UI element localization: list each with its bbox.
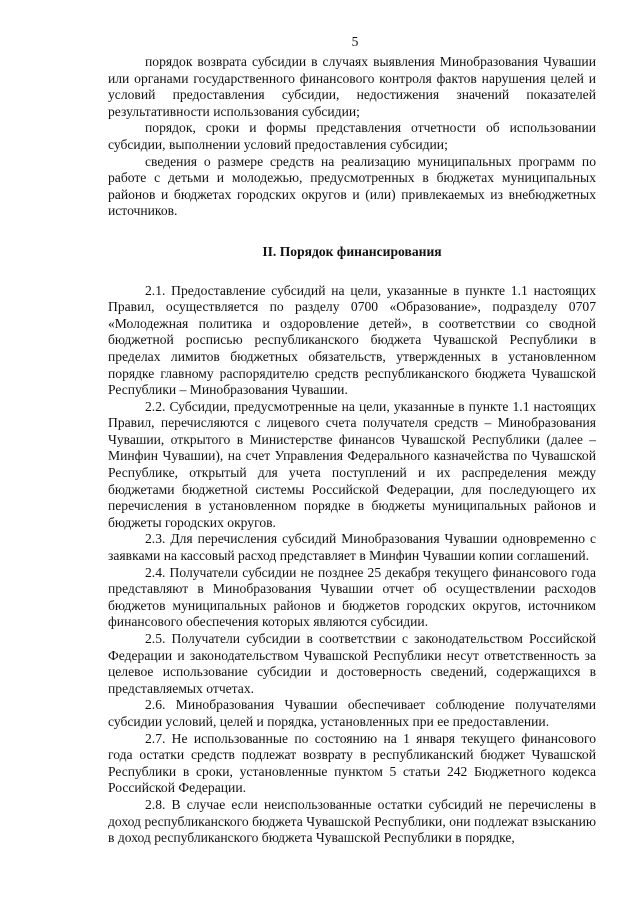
paragraph-2-2: 2.2. Субсидии, предусмотренные на цели, указанные в пункте 1.1 настоящих Правил, перечисляются с лицевого счета получателя средств – Минобразования Чувашии, открытого в Министерстве финансов Чувашской Республики (далее – Минфин Чувашии), на счет Управления Федерального казначейства по Чувашской Республике, открытый для учета поступлений и их распределения между бюджетами бюджетной системы Российской Федерации, для последующего их перечисления в установленном порядке в бюджеты муниципальных районов и бюджеты городских округов.	[108, 398, 596, 530]
intro-section	[108, 54, 596, 220]
paragraph-2-5: 2.5. Получатели субсидии в соответствии с законодательством Российской Федерации и законодательством Чувашской Республики несут ответственность за целевое использование субсидии и достоверность сведений, содержащихся в представляемых отчетах.	[108, 631, 596, 696]
financing-section	[108, 283, 596, 847]
paragraph-2-8: 2.8. В случае если неиспользованные остатки субсидий не перечислены в доход республиканского бюджета Чувашской Республики, они подлежат взысканию в доход республиканского бюджета Чувашской Республики в порядке,	[108, 796, 596, 846]
paragraph-2-4: 2.4. Получатели субсидии не позднее 25 декабря текущего финансового года представляют в Минобразования Чувашии отчет об осуществлении расходов бюджетов муниципальных районов и бюджетов городских округов, источником финансового обеспечения которых являются субсидии.	[108, 564, 596, 630]
paragraph-2-1: 2.1. Предоставление субсидий на цели, указанные в пункте 1.1 настоящих Правил, осуществляется по разделу 0700 «Образование», подразделу 0707 «Молодежная политика и оздоровление детей», в соответствии со сводной бюджетной росписью республиканского бюджета Чувашской Республики в пределах лимитов бюджетных обязательств, утвержденных в установленном порядке главному распорядителю средств республиканского бюджета Чувашской Республики – Минобразования Чувашии.	[108, 282, 596, 398]
paragraph-2-7: 2.7. Не использованные по состоянию на 1 января текущего финансового года остатки средств подлежат возврату в республиканский бюджет Чувашской Республики в сроки, установленные пунктом 5 статьи 242 Бюджетного кодекса Российской Федерации.	[108, 730, 596, 796]
paragraph-2-3: 2.3. Для перечисления субсидий Минобразования Чувашии одновременно с заявками на кассовый расход представляет в Минфин Чувашии копии соглашений.	[108, 531, 596, 564]
section-heading: II. Порядок финансирования	[262, 243, 442, 259]
paragraph-return-procedure: порядок возврата субсидии в случаях выявления Минобразования Чувашии или органами государственного финансового контроля фактов нарушения целей и условий предоставления субсидии, недостижения значений показателей результативности использования субсидии;	[108, 54, 596, 119]
document-page	[108, 34, 596, 847]
page-number: 5	[351, 34, 359, 49]
paragraph-funds-info: сведения о размере средств на реализацию муниципальных программ по работе с детьми и молодежью, предусмотренных в бюджетах муниципальных районов и бюджетах городских округов и (или) привлекаемых из внебюджетных источников.	[108, 153, 596, 219]
paragraph-reporting-procedure: порядок, сроки и формы представления отчетности об использовании субсидии, выполнении условий предоставления субсидии;	[108, 120, 596, 152]
paragraph-2-6: 2.6. Минобразования Чувашии обеспечивает соблюдение получателями субсидии условий, целей и порядка, установленных при ее предоставлении.	[108, 697, 596, 729]
